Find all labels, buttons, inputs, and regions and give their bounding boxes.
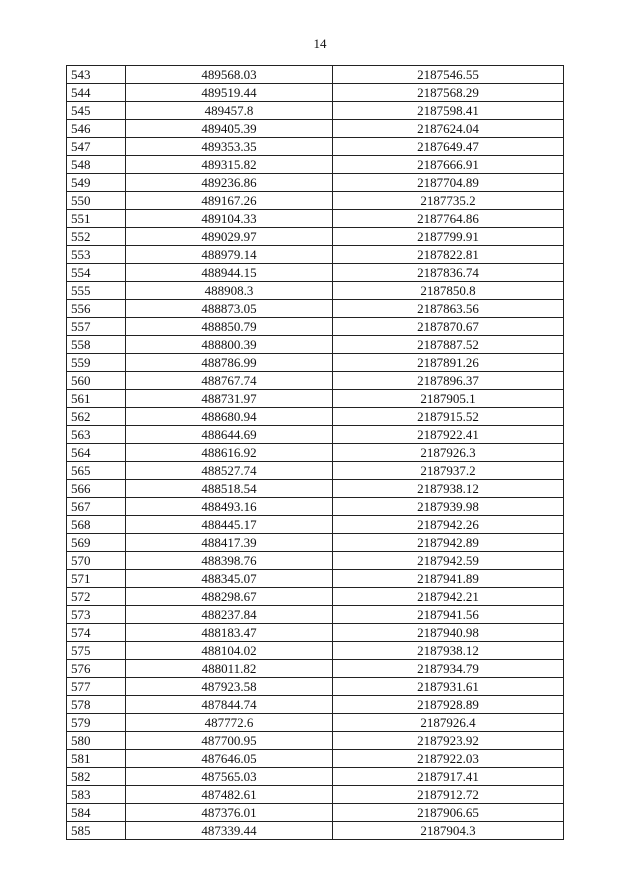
y-coordinate-cell: 2187942.89 xyxy=(333,534,564,552)
point-number-cell: 571 xyxy=(67,570,126,588)
y-coordinate-cell: 2187906.65 xyxy=(333,804,564,822)
y-coordinate-cell: 2187926.3 xyxy=(333,444,564,462)
point-number-cell: 561 xyxy=(67,390,126,408)
table-row xyxy=(67,408,564,426)
point-number-cell: 580 xyxy=(67,732,126,750)
point-number-cell: 545 xyxy=(67,102,126,120)
y-coordinate-cell: 2187923.92 xyxy=(333,732,564,750)
table-row xyxy=(67,210,564,228)
x-coordinate-cell: 487772.6 xyxy=(126,714,333,732)
x-coordinate-cell: 487376.01 xyxy=(126,804,333,822)
table-row xyxy=(67,156,564,174)
x-coordinate-cell: 488979.14 xyxy=(126,246,333,264)
point-number-cell: 565 xyxy=(67,462,126,480)
x-coordinate-cell: 488518.54 xyxy=(126,480,333,498)
point-number-cell: 573 xyxy=(67,606,126,624)
table-row xyxy=(67,786,564,804)
point-number-cell: 578 xyxy=(67,696,126,714)
table-body xyxy=(67,66,564,840)
point-number-cell: 547 xyxy=(67,138,126,156)
table-row xyxy=(67,228,564,246)
x-coordinate-cell: 489236.86 xyxy=(126,174,333,192)
y-coordinate-cell: 2187624.04 xyxy=(333,120,564,138)
y-coordinate-cell: 2187764.86 xyxy=(333,210,564,228)
table-row xyxy=(67,570,564,588)
y-coordinate-cell: 2187850.8 xyxy=(333,282,564,300)
y-coordinate-cell: 2187937.2 xyxy=(333,462,564,480)
table-row xyxy=(67,102,564,120)
x-coordinate-cell: 489029.97 xyxy=(126,228,333,246)
point-number-cell: 554 xyxy=(67,264,126,282)
table-row xyxy=(67,732,564,750)
table-row xyxy=(67,588,564,606)
table-row xyxy=(67,642,564,660)
y-coordinate-cell: 2187822.81 xyxy=(333,246,564,264)
point-number-cell: 572 xyxy=(67,588,126,606)
x-coordinate-cell: 489315.82 xyxy=(126,156,333,174)
x-coordinate-cell: 487565.03 xyxy=(126,768,333,786)
point-number-cell: 579 xyxy=(67,714,126,732)
table-row xyxy=(67,84,564,102)
x-coordinate-cell: 488011.82 xyxy=(126,660,333,678)
x-coordinate-cell: 487646.05 xyxy=(126,750,333,768)
table-row xyxy=(67,516,564,534)
y-coordinate-cell: 2187938.12 xyxy=(333,642,564,660)
x-coordinate-cell: 488944.15 xyxy=(126,264,333,282)
y-coordinate-cell: 2187891.26 xyxy=(333,354,564,372)
y-coordinate-cell: 2187942.21 xyxy=(333,588,564,606)
point-number-cell: 568 xyxy=(67,516,126,534)
coordinate-table xyxy=(66,65,564,840)
table-row xyxy=(67,282,564,300)
table-row xyxy=(67,714,564,732)
table-row xyxy=(67,426,564,444)
table-row xyxy=(67,804,564,822)
x-coordinate-cell: 488850.79 xyxy=(126,318,333,336)
table-row xyxy=(67,300,564,318)
y-coordinate-cell: 2187926.4 xyxy=(333,714,564,732)
table-row xyxy=(67,138,564,156)
point-number-cell: 560 xyxy=(67,372,126,390)
point-number-cell: 552 xyxy=(67,228,126,246)
x-coordinate-cell: 488183.47 xyxy=(126,624,333,642)
x-coordinate-cell: 488237.84 xyxy=(126,606,333,624)
y-coordinate-cell: 2187863.56 xyxy=(333,300,564,318)
x-coordinate-cell: 488786.99 xyxy=(126,354,333,372)
point-number-cell: 577 xyxy=(67,678,126,696)
table-row xyxy=(67,534,564,552)
point-number-cell: 563 xyxy=(67,426,126,444)
x-coordinate-cell: 488767.74 xyxy=(126,372,333,390)
x-coordinate-cell: 488800.39 xyxy=(126,336,333,354)
x-coordinate-cell: 488104.02 xyxy=(126,642,333,660)
table-row xyxy=(67,606,564,624)
table-row xyxy=(67,372,564,390)
point-number-cell: 564 xyxy=(67,444,126,462)
point-number-cell: 559 xyxy=(67,354,126,372)
point-number-cell: 582 xyxy=(67,768,126,786)
point-number-cell: 575 xyxy=(67,642,126,660)
y-coordinate-cell: 2187940.98 xyxy=(333,624,564,642)
table-row xyxy=(67,120,564,138)
y-coordinate-cell: 2187799.91 xyxy=(333,228,564,246)
x-coordinate-cell: 488873.05 xyxy=(126,300,333,318)
table-row xyxy=(67,480,564,498)
point-number-cell: 570 xyxy=(67,552,126,570)
table-row xyxy=(67,624,564,642)
point-number-cell: 556 xyxy=(67,300,126,318)
table-row xyxy=(67,444,564,462)
y-coordinate-cell: 2187704.89 xyxy=(333,174,564,192)
y-coordinate-cell: 2187941.56 xyxy=(333,606,564,624)
x-coordinate-cell: 489353.35 xyxy=(126,138,333,156)
y-coordinate-cell: 2187870.67 xyxy=(333,318,564,336)
x-coordinate-cell: 488731.97 xyxy=(126,390,333,408)
x-coordinate-cell: 488398.76 xyxy=(126,552,333,570)
point-number-cell: 546 xyxy=(67,120,126,138)
x-coordinate-cell: 488298.67 xyxy=(126,588,333,606)
y-coordinate-cell: 2187915.52 xyxy=(333,408,564,426)
y-coordinate-cell: 2187928.89 xyxy=(333,696,564,714)
point-number-cell: 585 xyxy=(67,822,126,840)
table-row xyxy=(67,66,564,84)
table-row xyxy=(67,696,564,714)
point-number-cell: 551 xyxy=(67,210,126,228)
point-number-cell: 566 xyxy=(67,480,126,498)
table-row xyxy=(67,390,564,408)
y-coordinate-cell: 2187568.29 xyxy=(333,84,564,102)
point-number-cell: 548 xyxy=(67,156,126,174)
x-coordinate-cell: 488417.39 xyxy=(126,534,333,552)
y-coordinate-cell: 2187904.3 xyxy=(333,822,564,840)
y-coordinate-cell: 2187735.2 xyxy=(333,192,564,210)
table-row xyxy=(67,318,564,336)
y-coordinate-cell: 2187941.89 xyxy=(333,570,564,588)
point-number-cell: 567 xyxy=(67,498,126,516)
point-number-cell: 581 xyxy=(67,750,126,768)
y-coordinate-cell: 2187917.41 xyxy=(333,768,564,786)
point-number-cell: 550 xyxy=(67,192,126,210)
x-coordinate-cell: 489519.44 xyxy=(126,84,333,102)
y-coordinate-cell: 2187934.79 xyxy=(333,660,564,678)
x-coordinate-cell: 489568.03 xyxy=(126,66,333,84)
point-number-cell: 543 xyxy=(67,66,126,84)
table-row xyxy=(67,822,564,840)
point-number-cell: 584 xyxy=(67,804,126,822)
x-coordinate-cell: 488616.92 xyxy=(126,444,333,462)
x-coordinate-cell: 487700.95 xyxy=(126,732,333,750)
table-row xyxy=(67,750,564,768)
table-row xyxy=(67,660,564,678)
y-coordinate-cell: 2187938.12 xyxy=(333,480,564,498)
y-coordinate-cell: 2187896.37 xyxy=(333,372,564,390)
y-coordinate-cell: 2187598.41 xyxy=(333,102,564,120)
table-row xyxy=(67,336,564,354)
y-coordinate-cell: 2187666.91 xyxy=(333,156,564,174)
point-number-cell: 562 xyxy=(67,408,126,426)
x-coordinate-cell: 488908.3 xyxy=(126,282,333,300)
x-coordinate-cell: 488445.17 xyxy=(126,516,333,534)
table-row xyxy=(67,678,564,696)
x-coordinate-cell: 488527.74 xyxy=(126,462,333,480)
point-number-cell: 549 xyxy=(67,174,126,192)
y-coordinate-cell: 2187649.47 xyxy=(333,138,564,156)
x-coordinate-cell: 489104.33 xyxy=(126,210,333,228)
x-coordinate-cell: 489167.26 xyxy=(126,192,333,210)
table-row xyxy=(67,768,564,786)
point-number-cell: 569 xyxy=(67,534,126,552)
y-coordinate-cell: 2187836.74 xyxy=(333,264,564,282)
table-row xyxy=(67,246,564,264)
table-row xyxy=(67,192,564,210)
y-coordinate-cell: 2187939.98 xyxy=(333,498,564,516)
y-coordinate-cell: 2187942.26 xyxy=(333,516,564,534)
table-row xyxy=(67,264,564,282)
page-number: 14 xyxy=(313,36,327,51)
point-number-cell: 558 xyxy=(67,336,126,354)
x-coordinate-cell: 487339.44 xyxy=(126,822,333,840)
x-coordinate-cell: 487482.61 xyxy=(126,786,333,804)
y-coordinate-cell: 2187546.55 xyxy=(333,66,564,84)
y-coordinate-cell: 2187887.52 xyxy=(333,336,564,354)
point-number-cell: 557 xyxy=(67,318,126,336)
table-row xyxy=(67,498,564,516)
x-coordinate-cell: 489457.8 xyxy=(126,102,333,120)
y-coordinate-cell: 2187912.72 xyxy=(333,786,564,804)
table-row xyxy=(67,354,564,372)
x-coordinate-cell: 488680.94 xyxy=(126,408,333,426)
x-coordinate-cell: 488345.07 xyxy=(126,570,333,588)
x-coordinate-cell: 488493.16 xyxy=(126,498,333,516)
point-number-cell: 555 xyxy=(67,282,126,300)
x-coordinate-cell: 489405.39 xyxy=(126,120,333,138)
y-coordinate-cell: 2187922.41 xyxy=(333,426,564,444)
y-coordinate-cell: 2187905.1 xyxy=(333,390,564,408)
point-number-cell: 574 xyxy=(67,624,126,642)
y-coordinate-cell: 2187942.59 xyxy=(333,552,564,570)
point-number-cell: 576 xyxy=(67,660,126,678)
point-number-cell: 544 xyxy=(67,84,126,102)
y-coordinate-cell: 2187931.61 xyxy=(333,678,564,696)
x-coordinate-cell: 487844.74 xyxy=(126,696,333,714)
point-number-cell: 553 xyxy=(67,246,126,264)
table-row xyxy=(67,552,564,570)
y-coordinate-cell: 2187922.03 xyxy=(333,750,564,768)
point-number-cell: 583 xyxy=(67,786,126,804)
table-row xyxy=(67,462,564,480)
table-row xyxy=(67,174,564,192)
x-coordinate-cell: 487923.58 xyxy=(126,678,333,696)
x-coordinate-cell: 488644.69 xyxy=(126,426,333,444)
